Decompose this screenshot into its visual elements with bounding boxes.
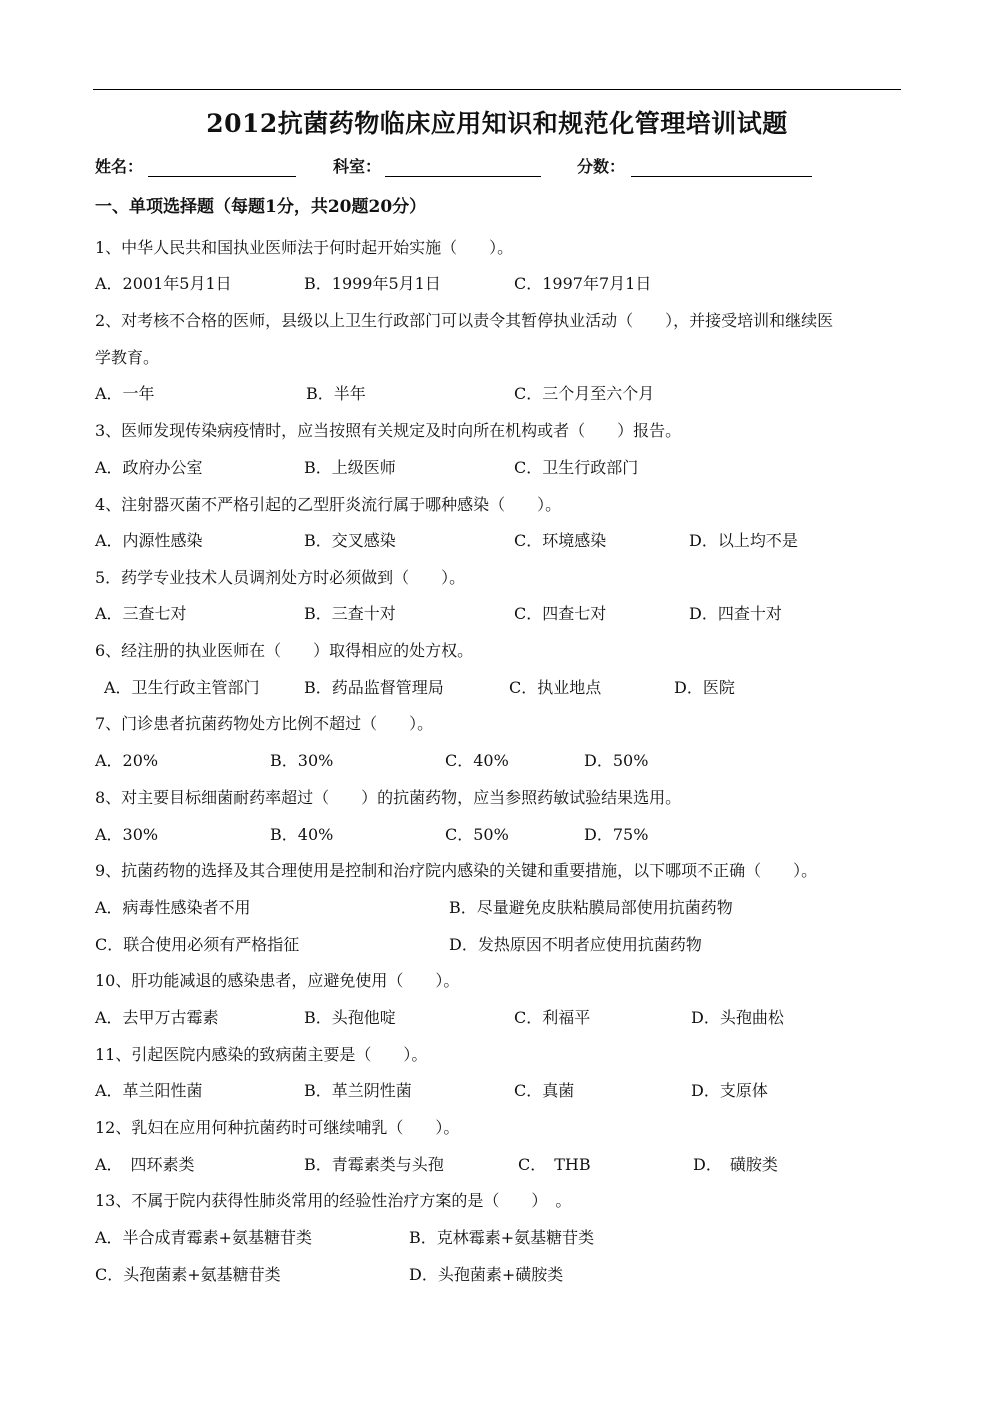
q11-option-a: A．革兰阳性菌 (95, 1081, 203, 1100)
q8-option-c: C．50% (445, 825, 509, 844)
question-8: 8、对主要目标细菌耐药率超过（ ）的抗菌药物，应当参照药敏试验结果选用。 (95, 788, 682, 807)
q9-option-d: D．发热原因不明者应使用抗菌药物 (449, 935, 702, 954)
q3-option-b: B．上级医师 (304, 458, 396, 477)
q10-option-c: C．利福平 (514, 1008, 591, 1027)
q1-option-a: A．2001年5月1日 (95, 274, 232, 293)
q9-option-c: C．联合使用必须有严格指征 (95, 935, 300, 954)
q12-option-c: C． THB (518, 1155, 591, 1174)
q11-option-b: B．革兰阴性菌 (304, 1081, 412, 1100)
q4-option-a: A．内源性感染 (95, 531, 203, 550)
question-13: 13、不属于院内获得性肺炎常用的经验性治疗方案的是（ ） 。 (95, 1191, 572, 1210)
q6-option-c: C．执业地点 (509, 678, 602, 697)
question-12: 12、乳妇在应用何种抗菌药时可继续哺乳（ ）。 (95, 1118, 460, 1137)
q8-option-a: A．30% (95, 825, 159, 844)
q12-option-d: D． 磺胺类 (693, 1155, 778, 1174)
q4-option-c: C．环境感染 (514, 531, 607, 550)
question-9: 9、抗菌药物的选择及其合理使用是控制和治疗院内感染的关键和重要措施，以下哪项不正确（ ）。 (95, 861, 818, 880)
name-label: 姓名： (95, 157, 144, 176)
q5-option-c: C．四查七对 (514, 604, 607, 623)
q8-option-d: D．75% (584, 825, 649, 844)
q5-option-d: D．四查十对 (689, 604, 782, 623)
q3-option-c: C．卫生行政部门 (514, 458, 639, 477)
q7-option-a: A．20% (95, 751, 159, 770)
q6-option-b: B．药品监督管理局 (304, 678, 444, 697)
q13-option-d: D．头孢菌素+磺胺类 (409, 1265, 564, 1284)
q2-option-b: B．半年 (306, 384, 366, 403)
q8-option-b: B．40% (270, 825, 334, 844)
q13-option-b: B．克林霉素+氨基糖苷类 (409, 1228, 595, 1247)
q11-option-d: D．支原体 (691, 1081, 768, 1100)
question-10: 10、肝功能减退的感染患者，应避免使用（ ）。 (95, 971, 460, 990)
q9-option-b: B．尽量避免皮肤粘膜局部使用抗菌药物 (449, 898, 733, 917)
q6-option-a: A．卫生行政主管部门 (104, 678, 260, 697)
q2-option-c: C．三个月至六个月 (514, 384, 655, 403)
section-heading: 一、单项选择题（每题1分，共20题20分） (95, 197, 427, 217)
q7-option-d: D．50% (584, 751, 649, 770)
header-rule (93, 89, 901, 90)
question-4: 4、注射器灭菌不严格引起的乙型肝炎流行属于哪种感染（ ）。 (95, 495, 562, 514)
question-11: 11、引起医院内感染的致病菌主要是（ ）。 (95, 1045, 428, 1064)
question-1: 1、中华人民共和国执业医师法于何时起开始实施（ ）。 (95, 238, 514, 257)
dept-blank[interactable] (385, 176, 541, 177)
q6-option-d: D．医院 (674, 678, 735, 697)
exam-title: 2012抗菌药物临床应用知识和规范化管理培训试题 (206, 109, 788, 138)
question-2: 2、对考核不合格的医师，县级以上卫生行政部门可以责令其暂停执业活动（ ），并接受培训和继续医 (95, 311, 834, 330)
q13-option-a: A．半合成青霉素+氨基糖苷类 (95, 1228, 312, 1247)
q10-option-a: A．去甲万古霉素 (95, 1008, 219, 1027)
q13-option-c: C．头孢菌素+氨基糖苷类 (95, 1265, 281, 1284)
name-blank[interactable] (148, 176, 296, 177)
q1-option-c: C．1997年7月1日 (514, 274, 652, 293)
q11-option-c: C．真菌 (514, 1081, 575, 1100)
q4-option-b: B．交叉感染 (304, 531, 396, 550)
q1-option-b: B．1999年5月1日 (304, 274, 441, 293)
q9-option-a: A．病毒性感染者不用 (95, 898, 251, 917)
question-5: 5．药学专业技术人员调剂处方时必须做到（ ）。 (95, 568, 466, 587)
question-7: 7、门诊患者抗菌药物处方比例不超过（ ）。 (95, 714, 434, 733)
q12-option-a: A． 四环素类 (95, 1155, 195, 1174)
score-blank[interactable] (631, 176, 812, 177)
question-6: 6、经注册的执业医师在（ ）取得相应的处方权。 (95, 641, 474, 660)
score-label: 分数： (577, 157, 626, 176)
q10-option-d: D．头孢曲松 (691, 1008, 784, 1027)
q12-option-b: B．青霉素类与头孢 (304, 1155, 444, 1174)
question-2-cont: 学教育。 (95, 348, 160, 367)
q4-option-d: D．以上均不是 (689, 531, 798, 550)
question-3: 3、医师发现传染病疫情时，应当按照有关规定及时向所在机构或者（ ）报告。 (95, 421, 682, 440)
q3-option-a: A．政府办公室 (95, 458, 203, 477)
q7-option-c: C．40% (445, 751, 509, 770)
q10-option-b: B．头孢他啶 (304, 1008, 396, 1027)
q2-option-a: A．一年 (95, 384, 155, 403)
q7-option-b: B．30% (270, 751, 334, 770)
dept-label: 科室： (333, 157, 382, 176)
q5-option-b: B．三查十对 (304, 604, 396, 623)
q5-option-a: A．三查七对 (95, 604, 187, 623)
